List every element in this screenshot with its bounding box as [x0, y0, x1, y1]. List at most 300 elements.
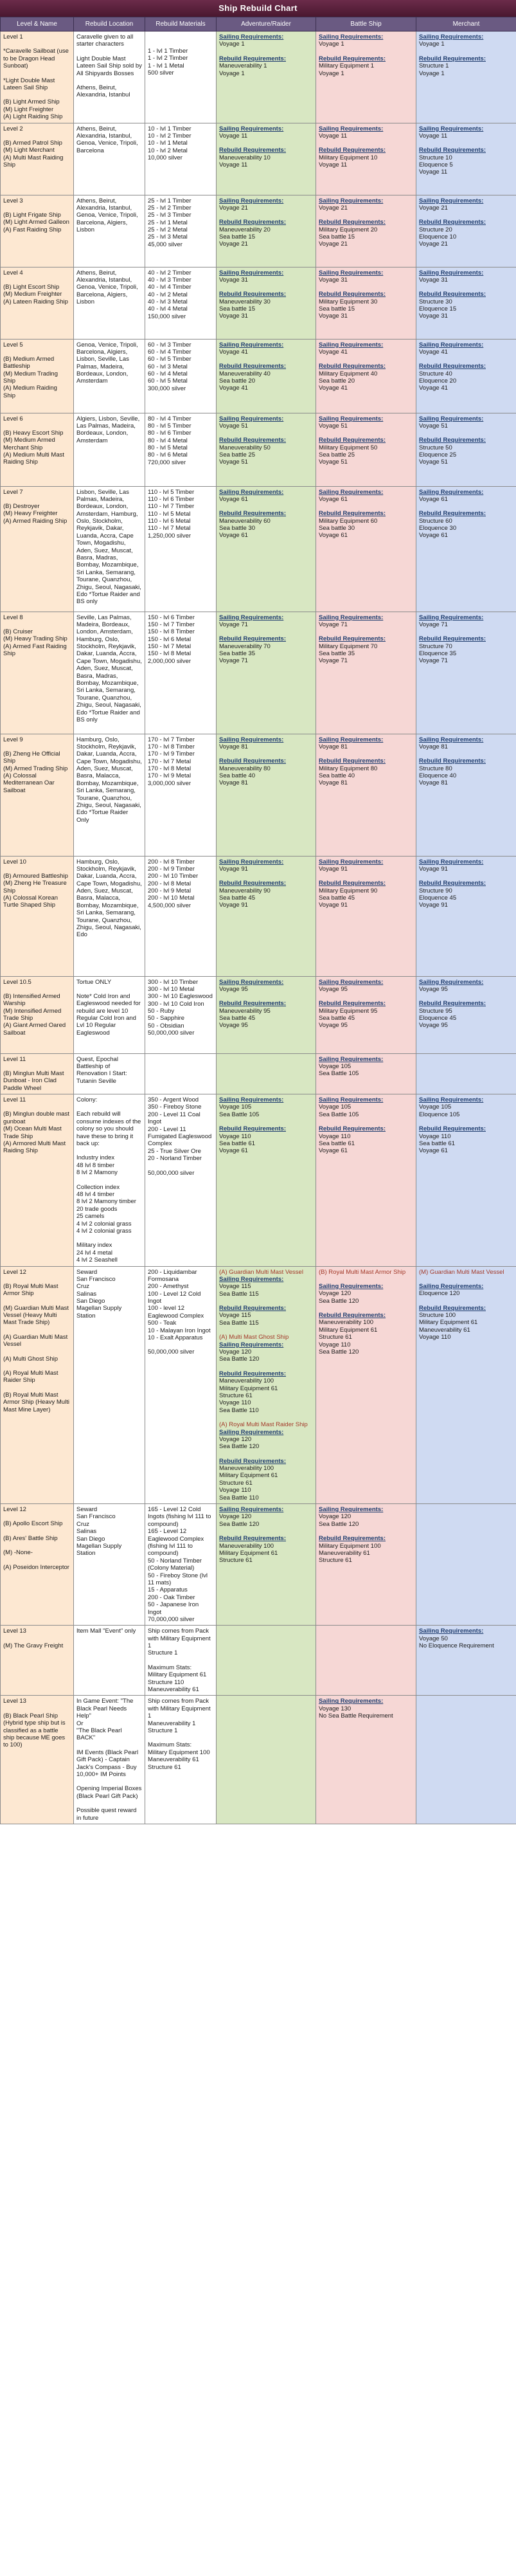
rebuild-location-cell [74, 1504, 145, 1626]
cell-line [419, 750, 513, 757]
rebuild-materials-cell [145, 413, 217, 486]
level-name-cell [1, 1266, 74, 1504]
cell-line [3, 1298, 71, 1305]
cell-line: Sea Battle 120 [319, 1297, 359, 1305]
cell-line: Sailing Requirements: [319, 269, 384, 277]
cell-line: 4,500,000 silver [148, 902, 191, 909]
cell-line: 60 - lvl 3 Metal [148, 363, 188, 370]
cell-line: Voyage 81 [319, 743, 348, 750]
cell-line [3, 866, 71, 873]
battle-ship-cell [316, 195, 416, 267]
header-adventure-raider: Adventure/Raider [217, 17, 316, 32]
cell-line: (M) -None- [3, 1549, 33, 1557]
cell-line: 110 - lvl 6 Timber [148, 495, 195, 503]
cell-line: Sailing Requirements: [219, 269, 284, 277]
cell-line: Voyage 71 [419, 657, 448, 665]
cell-line: (B) Intensified Armed Warship [3, 992, 62, 1008]
cell-line: 200 - Amethyst [148, 1283, 189, 1291]
cell-line: 25 - lvl 3 Timber [148, 212, 191, 219]
cell-line: Sailing Requirements: [219, 1506, 284, 1514]
cell-line [319, 212, 413, 219]
cell-line: Eloquence 40 [419, 772, 457, 780]
cell-line: Voyage 91 [319, 902, 348, 909]
cell-line: Eloquence 20 [419, 377, 457, 385]
cell-line: Sailing Requirements: [219, 125, 284, 132]
battle-ship-cell [316, 267, 416, 339]
battle-ship-cell [316, 1266, 416, 1504]
cell-line: Sailing Requirements: [419, 1282, 484, 1290]
cell-line [76, 1235, 142, 1242]
page-title: Ship Rebuild Chart [0, 0, 516, 17]
cell-line [76, 1742, 142, 1749]
cell-line [76, 1778, 142, 1785]
rebuild-materials-cell [145, 612, 217, 734]
cell-line: 50 - Fireboy Stone (lvl 11 mats) [148, 1572, 209, 1586]
cell-line: Sea battle 45 [319, 1015, 355, 1022]
cell-line: Sailing Requirements: [219, 978, 284, 986]
cell-line: 10 - lvl 2 Metal [148, 147, 188, 154]
cell-line: In Game Event: "The Black Pearl Needs Help" [76, 1698, 136, 1720]
cell-line: Voyage 21 [319, 204, 348, 212]
cell-line: Sailing Requirements: [319, 1506, 384, 1514]
cell-line: Structure 61 [319, 1557, 352, 1565]
cell-line: 150 - lvl 8 Timber [148, 628, 195, 636]
rebuild-location-cell [74, 267, 145, 339]
adventure-raider-cell [217, 734, 316, 856]
cell-line [419, 356, 513, 363]
cell-line: (M) Medium Armed Merchant Ship [3, 437, 57, 451]
cell-line: 40 - lvl 4 Metal [148, 305, 188, 313]
header-rebuild-location: Rebuild Location [74, 17, 145, 32]
cell-line: Or [76, 1719, 84, 1727]
cell-line [419, 1118, 513, 1125]
cell-line: Rebuild Requirements: [419, 55, 486, 62]
cell-line: 100 - level 12 Eaglewood Complex [148, 1305, 204, 1320]
cell-line: Voyage 120 [319, 1513, 351, 1521]
cell-line [419, 140, 513, 147]
cell-line: Sea battle 61 [319, 1140, 355, 1148]
cell-line: Level 11 [3, 1096, 26, 1104]
cell-line: Rebuild Requirements: [319, 437, 386, 444]
cell-line: San Francisco [76, 1275, 116, 1283]
cell-line: Sailing Requirements: [219, 1428, 284, 1436]
cell-line: No Sea Battle Requirement [319, 1712, 393, 1720]
cell-line: 80 - lvl 5 Timber [148, 422, 191, 430]
cell-line: 4 lvl 2 colonial grass [76, 1227, 132, 1235]
level-name-cell [1, 413, 74, 486]
cell-line: Rebuild Requirements: [419, 437, 486, 444]
cell-line: Sailing Requirements: [219, 197, 284, 204]
cell-line [148, 1341, 213, 1348]
cell-line: Maneuverability 100 [219, 1542, 274, 1550]
cell-line: Maneuverability 60 [219, 517, 271, 525]
cell-line: Sea battle 25 [319, 451, 355, 459]
cell-line [419, 284, 513, 291]
cell-line: Structure 61 [219, 1557, 253, 1565]
cell-line: Sea battle 61 [219, 1140, 255, 1148]
cell-line: Sailing Requirements: [219, 415, 284, 422]
cell-line: 200 - lvl 8 Metal [148, 880, 191, 887]
cell-line: 300 - lvl 10 Metal [148, 985, 195, 993]
adventure-raider-cell [217, 976, 316, 1053]
cell-line: Sea Battle 120 [219, 1520, 260, 1528]
cell-line [319, 628, 413, 635]
cell-line: 40 - lvl 2 Metal [148, 291, 188, 298]
adventure-raider-cell [217, 1053, 316, 1094]
battle-ship-cell [316, 976, 416, 1053]
cell-line: Structure 60 [419, 517, 452, 525]
cell-line: (B) Royal Multi Mast Armor Ship (Heavy Multi Mast Mine Layer) [3, 1391, 71, 1413]
cell-line: 70,000,000 silver [148, 1615, 195, 1623]
cell-line: Structure 10 [419, 154, 452, 161]
cell-line [3, 1384, 71, 1392]
cell-line [219, 873, 313, 880]
cell-line [219, 1414, 313, 1421]
cell-line: 150 - lvl 6 Metal [148, 635, 191, 643]
rebuild-materials-cell [145, 486, 217, 612]
cell-line: Rebuild Requirements: [419, 1000, 486, 1008]
cell-line: Eloquence 5 [419, 161, 453, 169]
cell-line: 200 - lvl 9 Metal [148, 887, 191, 895]
cell-line: Rebuild Requirements: [419, 147, 486, 154]
cell-line [76, 77, 142, 84]
cell-line: Eloquence 45 [419, 894, 457, 902]
cell-line: Light Double Mast Lateen Sail Ship sold by All Shipyards Bosses [76, 55, 144, 77]
battle-ship-cell [316, 734, 416, 856]
cell-line: Maximum Stats: [148, 1741, 192, 1749]
table-row [1, 267, 516, 339]
merchant-cell [416, 486, 516, 612]
cell-line: Voyage 81 [419, 779, 448, 787]
cell-line: Rebuild Requirements: [319, 1312, 386, 1320]
cell-line: Lisbon, Seville, Las Palmas, Madeira, Bordeaux, London, Amsterdam, Hamburg, Oslo, Stockholm, Reykjavik, Dakar, Luanda, Accra, Cape Town, Mogadishu, Aden, Suez, Muscat, Basra, Madras, Bombay, Mozambique, Sri Lanka, Semarang, Tourane, Quanzhou, Zhigu, Seoul, Nagasaki, Edo *Tortue Raider and BS only [76, 488, 143, 606]
cell-line: Sea battle 45 [219, 1015, 255, 1022]
cell-line [3, 986, 71, 993]
cell-line [76, 1103, 142, 1111]
cell-line: Cruz [76, 1520, 90, 1528]
cell-line [419, 628, 513, 635]
cell-line: 60 - lvl 3 Timber [148, 341, 191, 349]
cell-line: Rebuild Requirements: [219, 1305, 286, 1312]
cell-line [148, 41, 213, 48]
rebuild-location-cell [74, 856, 145, 976]
cell-line [3, 1542, 71, 1549]
cell-line: 25 - lvl 2 Timber [148, 204, 191, 212]
cell-line: Rebuild Requirements: [419, 1125, 486, 1133]
table-row [1, 1626, 516, 1696]
table-body [1, 32, 516, 1824]
cell-line: (A) Poseidon Interceptor [3, 1563, 69, 1571]
cell-line: Caravelle given to all starter characters [76, 33, 135, 48]
cell-line: (A) Medium Raiding Ship [3, 385, 59, 399]
cell-line: Rebuild Requirements: [319, 1000, 386, 1008]
cell-line [3, 422, 71, 430]
cell-line: Maneuverability 61 [148, 1756, 199, 1764]
cell-line: Voyage 81 [219, 779, 248, 787]
cell-line: Maneuverability 50 [219, 444, 271, 451]
cell-line: 10,000 silver [148, 154, 182, 162]
table-row [1, 1094, 516, 1266]
level-name-cell [1, 1094, 74, 1266]
cell-line: 150 - lvl 7 Metal [148, 643, 191, 651]
cell-line: Voyage 51 [319, 458, 348, 466]
cell-line: Voyage 105 [319, 1103, 351, 1111]
adventure-raider-cell [217, 1094, 316, 1266]
cell-line: Sailing Requirements: [319, 415, 384, 422]
cell-line: Rebuild Requirements: [219, 1535, 286, 1543]
merchant-cell [416, 195, 516, 267]
cell-line: 40 - lvl 4 Timber [148, 284, 191, 291]
cell-line: 10 - lvl 1 Metal [148, 140, 188, 147]
cell-line: Sailing Requirements: [419, 269, 484, 277]
merchant-cell [416, 1053, 516, 1094]
battle-ship-cell [316, 1094, 416, 1266]
cell-line: Voyage 120 [319, 1290, 351, 1298]
cell-line: Sailing Requirements: [419, 978, 484, 986]
cell-line [419, 993, 513, 1000]
cell-line: Voyage 21 [219, 240, 248, 248]
cell-line: Level 13 [3, 1698, 26, 1705]
cell-line: 40 - lvl 3 Timber [148, 276, 191, 284]
cell-line [419, 1298, 513, 1305]
cell-line: 200 - lvl 9 Timber [148, 865, 195, 873]
level-name-cell [1, 486, 74, 612]
cell-line: 350 - Argent Wood [148, 1096, 199, 1104]
cell-line: 200 - Liquidambar Formosana [148, 1268, 199, 1283]
cell-line: (M) The Gravy Freight [3, 1642, 64, 1649]
cell-line: Voyage 31 [219, 276, 248, 284]
cell-line: 80 - lvl 4 Timber [148, 415, 191, 422]
cell-line: Sea battle 30 [219, 525, 255, 532]
cell-line: 50 - Obsidian [148, 1022, 184, 1029]
cell-line: Voyage 31 [419, 313, 448, 320]
cell-line: Voyage 71 [419, 621, 448, 628]
cell-line: Structure 90 [419, 887, 452, 894]
cell-line: 170 - lvl 9 Metal [148, 772, 191, 780]
cell-line: Military Equipment 40 [319, 370, 378, 377]
cell-line: 8 lvl 2 Mamony [76, 1169, 118, 1177]
cell-line: 40 - lvl 3 Metal [148, 298, 188, 306]
cell-line: Voyage 11 [219, 132, 248, 140]
cell-line: 4 lvl 2 Seashell [76, 1256, 118, 1264]
cell-line: Seward [76, 1506, 98, 1514]
cell-line [419, 873, 513, 880]
cell-line: Voyage 81 [219, 743, 248, 750]
cell-line: (M) Heavy Trading Ship [3, 635, 67, 643]
cell-line: Voyage 95 [419, 985, 448, 993]
rebuild-materials-cell [145, 734, 217, 856]
cell-line: 50,000,000 silver [148, 1169, 195, 1177]
cell-line [3, 1276, 71, 1283]
cell-line: Voyage 1 [419, 41, 445, 48]
cell-line [219, 1118, 313, 1125]
merchant-cell [416, 612, 516, 734]
cell-line: Maneuverability 100 [219, 1465, 274, 1473]
cell-line: 110 - lvl 5 Metal [148, 510, 191, 518]
cell-line: Sailing Requirements: [319, 125, 384, 132]
cell-line: 170 - lvl 7 Timber [148, 736, 195, 743]
cell-line: (A) Multi Mast Ghost Ship [219, 1334, 289, 1341]
cell-line: Rebuild Requirements: [219, 219, 286, 226]
cell-line [419, 430, 513, 437]
rebuild-location-cell [74, 1094, 145, 1266]
cell-line: Level 6 [3, 415, 23, 422]
adventure-raider-cell [217, 856, 316, 976]
cell-line: Voyage 71 [219, 657, 248, 665]
rebuild-location-cell [74, 32, 145, 123]
cell-line: (M) Light Armed Galleon [3, 219, 69, 226]
cell-line [319, 430, 413, 437]
cell-line: 60 - lvl 5 Timber [148, 356, 191, 363]
cell-line: Maneuverability 61 [419, 1326, 470, 1334]
cell-line: Quest, Epochal Battleship of Renovation I Start: Tutanin Seville [76, 1055, 129, 1085]
rebuild-location-cell [74, 612, 145, 734]
cell-line: Structure 1 [148, 1649, 178, 1657]
cell-line [76, 986, 142, 993]
cell-line: Rebuild Requirements: [219, 757, 286, 765]
cell-line: Voyage 21 [419, 204, 448, 212]
cell-line: 500 silver [148, 69, 174, 77]
cell-line: Voyage 71 [319, 657, 348, 665]
cell-line [148, 1734, 213, 1741]
cell-line: Voyage 105 [419, 1103, 452, 1111]
cell-line: (B) Armed Patrol Ship [3, 139, 62, 147]
merchant-cell [416, 734, 516, 856]
cell-line: Rebuild Requirements: [319, 147, 386, 154]
cell-line: Sea Battle 120 [319, 1348, 359, 1356]
cell-line: Voyage 91 [419, 902, 448, 909]
cell-line: Athens, Beirut, Alexandria, Istanbul, Genoa, Venice, Tripoli, Barcelona, Algiers, Lisbon [76, 269, 140, 306]
adventure-raider-cell [217, 195, 316, 267]
cell-line [419, 503, 513, 510]
cell-line: Sailing Requirements: [219, 736, 284, 743]
cell-line [3, 621, 71, 628]
cell-line: Sea Battle 110 [219, 1406, 259, 1414]
header-row [1, 17, 516, 32]
cell-line: (B) Light Escort Ship [3, 283, 60, 291]
cell-line: Military Equipment 95 [319, 1007, 378, 1015]
cell-line: Rebuild Requirements: [319, 757, 386, 765]
cell-line [148, 1657, 213, 1664]
cell-line: Sea Battle 120 [219, 1443, 260, 1451]
cell-line: Voyage 95 [319, 1022, 348, 1029]
cell-line: "The Black Pearl BACK" [76, 1727, 124, 1742]
cell-line: 20 trade goods [76, 1205, 118, 1213]
cell-line: 50 - Norland Timber (Colony Material) [148, 1557, 204, 1572]
cell-line: Cruz [76, 1283, 90, 1291]
adventure-raider-cell [217, 486, 316, 612]
cell-line: Structure 50 [419, 444, 452, 451]
cell-line: 45,000 silver [148, 240, 182, 248]
level-name-cell [1, 339, 74, 413]
rebuild-materials-cell [145, 195, 217, 267]
cell-line: Voyage 130 [319, 1705, 351, 1712]
cell-line: Sailing Requirements: [219, 858, 284, 866]
cell-line: Rebuild Requirements: [319, 363, 386, 370]
cell-line [219, 284, 313, 291]
cell-line: Voyage 115 [219, 1312, 251, 1320]
battle-ship-cell [316, 1626, 416, 1696]
cell-line: Military Equipment 61 [419, 1319, 478, 1327]
level-name-cell [1, 1504, 74, 1626]
cell-line: San Francisco [76, 1513, 116, 1521]
cell-line: 80 - lvl 4 Metal [148, 437, 188, 444]
cell-line: Rebuild Requirements: [419, 757, 486, 765]
cell-line: (B) Black Pearl Ship (Hybrid type ship but is classified as a battle ship because ME goes to 100) [3, 1712, 67, 1749]
cell-line: 350 - Fireboy Stone [148, 1103, 202, 1111]
cell-line: 165 - Level 12 Eaglewood Complex (fishing lvl 111 to compound) [148, 1528, 206, 1557]
cell-line: (A) Armored Multi Mast Raiding Ship [3, 1140, 67, 1155]
cell-line: Magellan Supply Station [76, 1543, 123, 1557]
cell-line [76, 48, 142, 55]
cell-line: Hamburg, Oslo, Stockholm, Reykjavik, Dakar, Luanda, Accra, Cape Town, Mogadishu, Aden, Suez, Muscat, Basra, Malacca, Bombay, Mozambique, Sri Lanka, Semarang, Tourane, Quanzhou, Zhigu, Seoul, Nagasaki, Edo [76, 858, 143, 939]
cell-line: Rebuild Requirements: [319, 219, 386, 226]
cell-line: Voyage 105 [219, 1103, 252, 1111]
cell-line: (A) Armed Raiding Ship [3, 517, 67, 525]
battle-ship-cell [316, 856, 416, 976]
cell-line [3, 41, 71, 48]
cell-line: Rebuild Requirements: [319, 1125, 386, 1133]
cell-line: Structure 61 [219, 1479, 253, 1487]
cell-line [148, 1163, 213, 1170]
cell-line: Sailing Requirements: [319, 1282, 384, 1290]
cell-line: 25 - lvl 1 Metal [148, 219, 188, 226]
cell-line: Sea battle 30 [319, 525, 355, 532]
cell-line: Voyage 11 [319, 161, 348, 169]
cell-line: Level 8 [3, 613, 23, 621]
cell-line: Sea Battle 105 [319, 1111, 359, 1118]
cell-line: Sea battle 15 [219, 233, 255, 241]
rebuild-materials-cell [145, 1696, 217, 1824]
cell-line: Seville, Las Palmas, Madeira, Bordeaux, London, Amsterdam, Hamburg, Oslo, Stockholm, Reykjavik, Dakar, Luanda, Accra, Cape Town, Mogadishu, Aden, Suez, Muscat, Basra, Madras, Bombay, Mozambique, Sri Lanka, Semarang, Tourane, Quanzhou, Zhigu, Seoul, Nagasaki, Edo *Tortue Raider and BS only [76, 613, 143, 723]
cell-line: Rebuild Requirements: [219, 291, 286, 298]
cell-line: Voyage 1 [219, 41, 245, 48]
cell-line [3, 132, 71, 140]
cell-line: Sailing Requirements: [319, 488, 384, 496]
cell-line: (M) Medium Trading Ship [3, 370, 60, 385]
cell-line: Voyage 115 [219, 1283, 251, 1291]
cell-line: 10 - Exalt Apparatus [148, 1334, 203, 1342]
cell-line: Structure 1 [148, 1727, 178, 1734]
cell-line: 25 - lvl 2 Metal [148, 226, 188, 234]
cell-line: (A) Royal Multi Mast Raider Ship [219, 1421, 308, 1429]
cell-line: Voyage 1 [319, 41, 344, 48]
cell-line: Algiers, Lisbon, Seville, Las Palmas, Madeira, Bordeaux, London, Amsterdam [76, 415, 141, 444]
cell-line [219, 356, 313, 363]
cell-line: 50 - Japanese Iron Ingot [148, 1601, 200, 1616]
cell-line: (A) Multi Ghost Ship [3, 1355, 58, 1363]
cell-line: 2,000,000 silver [148, 657, 191, 665]
cell-line: Military Equipment 61 [148, 1671, 207, 1679]
cell-line: Sea Battle 115 [219, 1319, 259, 1327]
cell-line: 50 - Ruby [148, 1008, 175, 1015]
cell-line: (A) Colossal Mediterranean Oar Sailboat [3, 772, 57, 794]
rebuild-location-cell [74, 413, 145, 486]
rebuild-materials-cell [145, 856, 217, 976]
cell-line [3, 1705, 71, 1712]
cell-line: Maneuverability 70 [219, 642, 271, 650]
cell-line: Structure 40 [419, 370, 452, 377]
cell-line: Eloquence 120 [419, 1290, 460, 1298]
cell-line: No Eloquence Requirement [419, 1642, 494, 1650]
cell-line: Item Mall "Event" only [76, 1628, 136, 1635]
table-row [1, 486, 516, 612]
cell-line: 25 camels [76, 1213, 105, 1220]
cell-line: Military Equipment 10 [319, 154, 378, 161]
cell-line: Rebuild Requirements: [319, 880, 386, 887]
cell-line: Structure 61 [148, 1763, 181, 1771]
adventure-raider-cell [217, 32, 316, 123]
